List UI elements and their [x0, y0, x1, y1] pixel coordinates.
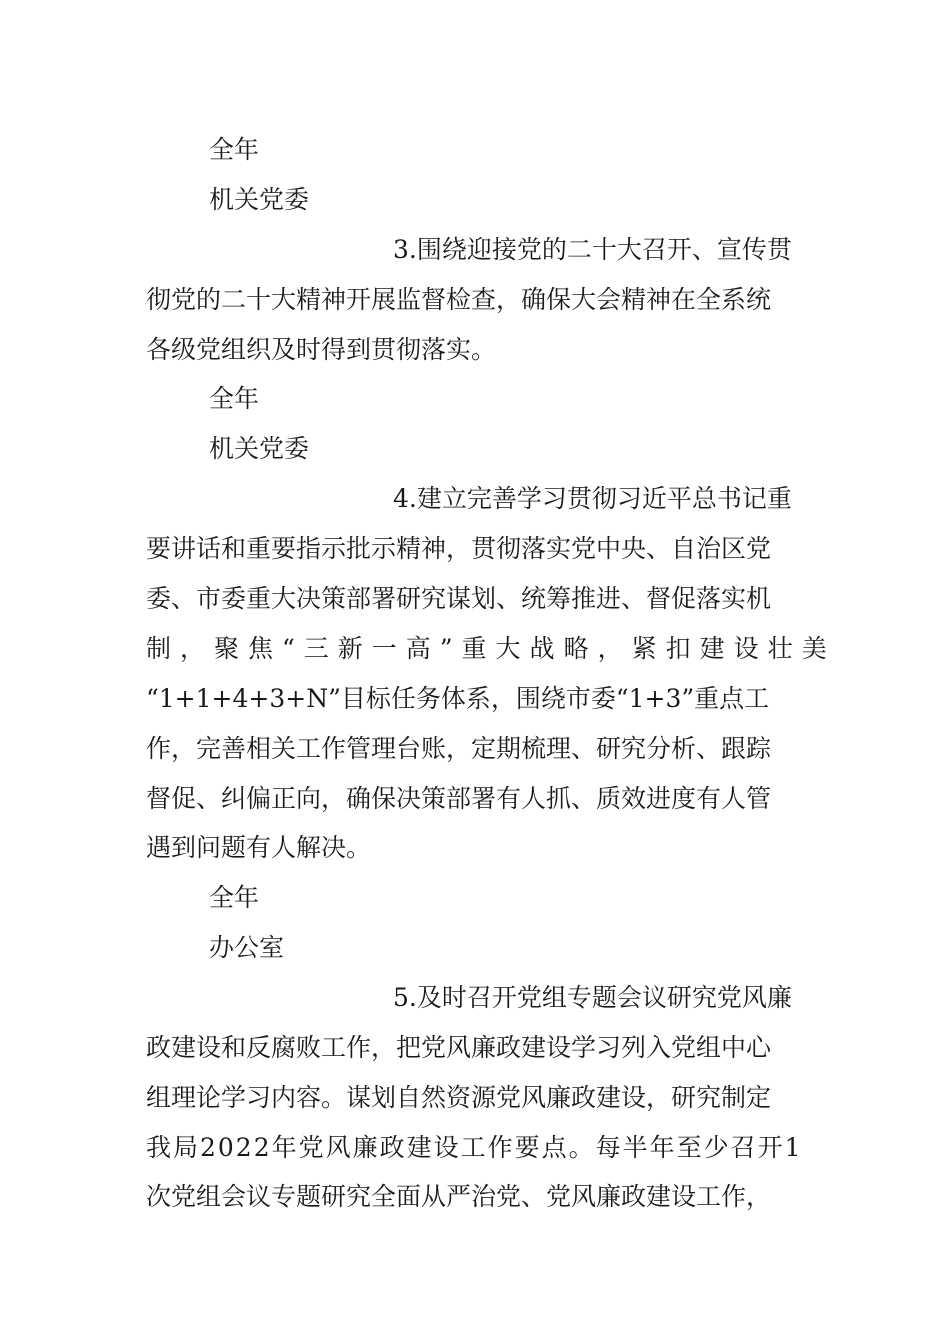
- paragraph-line: 各级党组织及时得到贯彻落实。: [146, 335, 497, 364]
- paragraph-line: 要讲话和重要指示批示精神，贯彻落实党中央、自治区党: [146, 534, 772, 563]
- paragraph-line: “1+1+4+3+N”目标任务体系，围绕市委“1+3”重点工: [146, 684, 770, 713]
- paragraph-line: 我局2022年党风廉政建设工作要点。每半年至少召开1: [146, 1133, 803, 1162]
- paragraph-line: 遇到问题有人解决。: [146, 833, 372, 862]
- item-5-heading: 5.及时召开党组专题会议研究党风廉: [393, 983, 792, 1012]
- paragraph-line: 彻党的二十大精神开展监督检查，确保大会精神在全系统: [146, 285, 772, 314]
- paragraph-line: 委、市委重大决策部署研究谋划、统筹推进、督促落实机: [146, 584, 772, 613]
- item-owner: 机关党委: [209, 185, 310, 214]
- paragraph-line: 制，聚焦“三新一高”重大战略，紧扣建设壮美: [146, 634, 836, 663]
- item-timeframe: 全年: [209, 384, 260, 413]
- item-timeframe: 全年: [209, 883, 260, 912]
- item-timeframe: 全年: [209, 135, 260, 164]
- paragraph-line: 督促、纠偏正向，确保决策部署有人抓、质效进度有人管: [146, 784, 772, 813]
- paragraph-line: 政建设和反腐败工作，把党风廉政建设学习列入党组中心: [146, 1033, 772, 1062]
- item-owner: 办公室: [209, 933, 285, 962]
- paragraph-line: 组理论学习内容。谋划自然资源党风廉政建设，研究制定: [146, 1083, 772, 1112]
- item-4-heading: 4.建立完善学习贯彻习近平总书记重: [393, 484, 792, 513]
- paragraph-line: 次党组会议专题研究全面从严治党、党风廉政建设工作，: [146, 1182, 772, 1211]
- item-owner: 机关党委: [209, 434, 310, 463]
- paragraph-line: 作，完善相关工作管理台账，定期梳理、研究分析、跟踪: [146, 734, 772, 763]
- item-3-heading: 3.围绕迎接党的二十大召开、宣传贯: [393, 235, 792, 264]
